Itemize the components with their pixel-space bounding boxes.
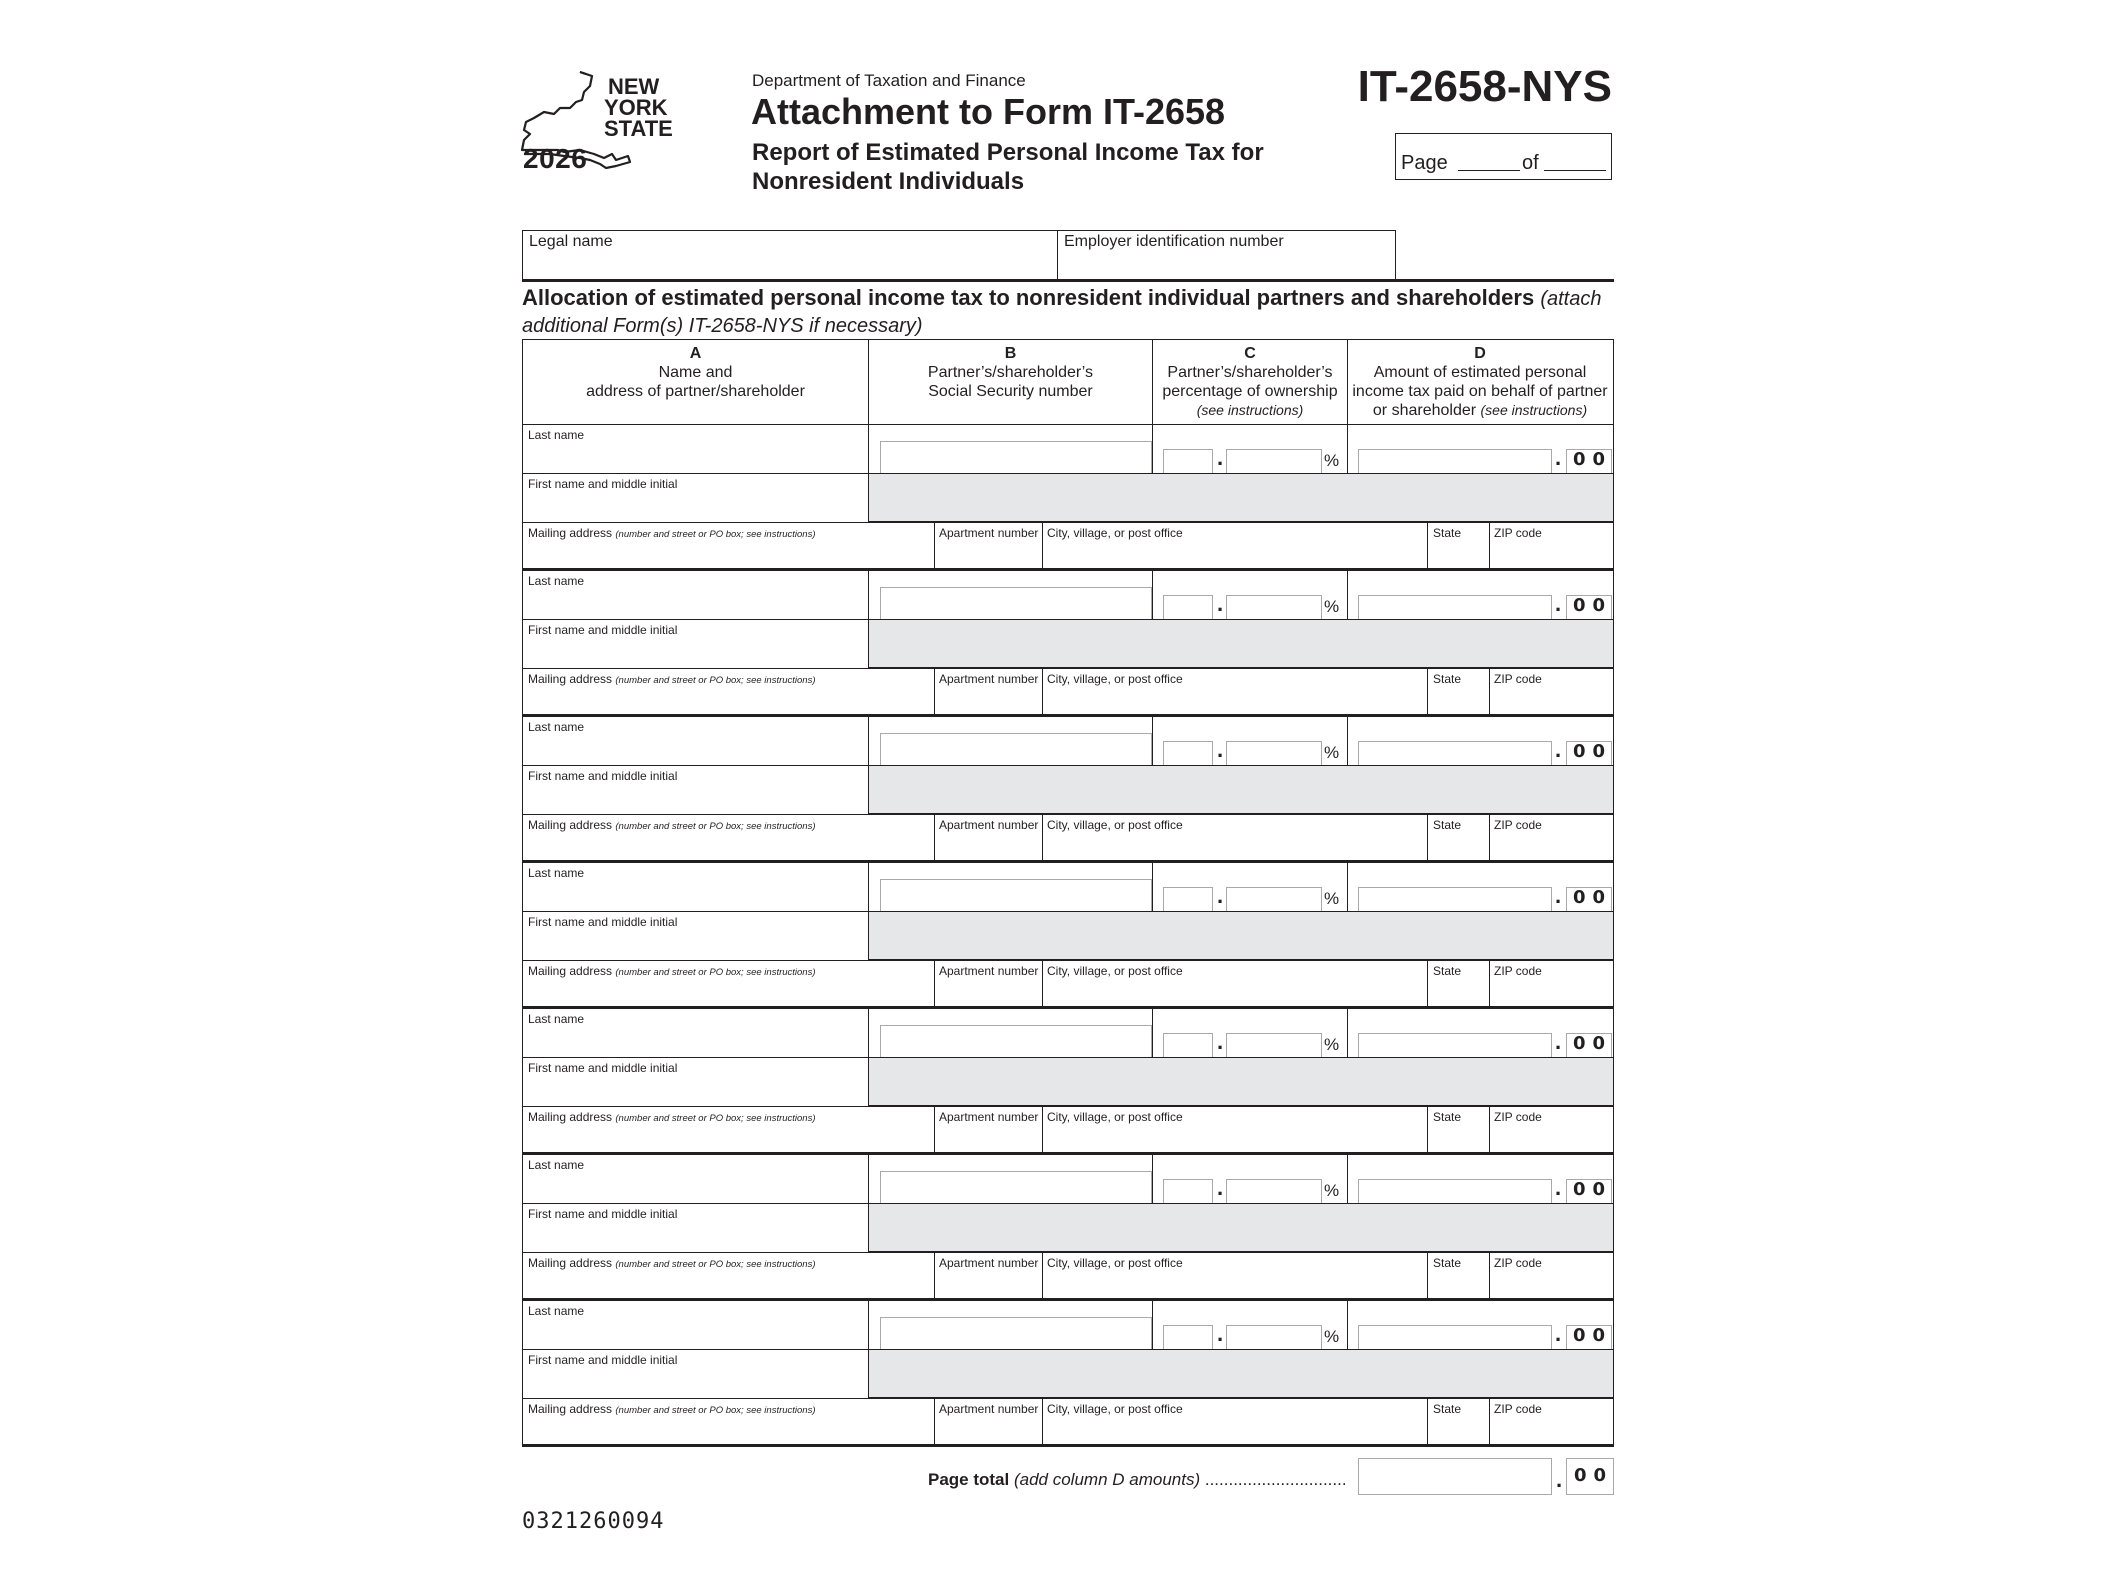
page-count-box [1395,133,1612,180]
shaded-area [868,473,1613,522]
percent-sign: % [1324,1035,1340,1054]
state-label: State [1433,672,1462,686]
mailing-address-label-text: Mailing address [528,964,613,978]
form-number: IT-2658-NYS [1357,62,1612,111]
city-label: City, village, or post office [1047,818,1183,832]
ssn-field[interactable] [880,1317,1152,1349]
col-divider [868,473,869,522]
subtitle-line-2: Nonresident Individuals [752,168,1025,195]
zip-label: ZIP code [1494,1110,1542,1124]
state-label: State [1433,1256,1462,1270]
col-divider [868,619,869,668]
percentage-decimal: . [1217,1175,1224,1200]
mailing-address-note: (number and street or PO box; see instructions) [615,1405,816,1416]
col-divider [1152,1009,1153,1057]
col-divider [868,1301,869,1349]
mailing-address-note: (number and street or PO box; see instructions) [615,967,816,978]
apartment-field[interactable] [934,522,1042,571]
percentage-fraction-field[interactable] [1226,741,1322,765]
last-name-field[interactable] [523,863,868,911]
apartment-field[interactable] [934,668,1042,717]
page-total-field[interactable] [1358,1458,1552,1495]
state-field[interactable] [1427,814,1489,863]
col-divider [868,765,869,814]
allocation-heading [522,285,1617,339]
col-divider [1347,571,1348,619]
percentage-whole-field[interactable] [1163,1033,1213,1057]
amount-cents: 00 [1573,887,1613,908]
column-b-line1: Partner’s/shareholder’s [927,364,1094,381]
column-b-line2: Social Security number [928,383,1093,400]
zip-field[interactable] [1489,814,1612,863]
last-name-label: Last name [528,1158,585,1172]
mailing-address-label-text: Mailing address [528,1256,613,1270]
percent-sign: % [1324,743,1340,762]
column-a-header [523,340,869,424]
last-name-label: Last name [528,428,585,442]
mailing-address-note: (number and street or PO box; see instructions) [615,1113,816,1124]
amount-decimal: . [1555,591,1562,616]
state-field[interactable] [1427,1252,1489,1301]
col-divider [1347,1155,1348,1203]
col-divider [1152,717,1153,765]
percentage-decimal: . [1217,737,1224,762]
mailing-address-label-text: Mailing address [528,818,613,832]
apartment-field[interactable] [934,1398,1042,1447]
percent-sign: % [1324,1327,1340,1346]
ssn-field[interactable] [880,733,1152,765]
ein-label: Employer identification number [1064,233,1284,250]
first-name-label: First name and middle initial [528,623,678,637]
ssn-field[interactable] [880,441,1152,473]
amount-cents: 00 [1573,1179,1613,1200]
col-divider [868,1203,869,1252]
col-divider [1347,1301,1348,1349]
mailing-address-field[interactable] [523,814,934,863]
partner-entry-1 [522,425,1614,571]
zip-label: ZIP code [1494,818,1542,832]
column-c-line1: Partner’s/shareholder’s [1167,364,1333,381]
zip-field[interactable] [1489,1252,1612,1301]
apartment-label: Apartment number [939,1256,1039,1270]
form-title: Attachment to Form IT-2658 [751,91,1226,132]
state-field[interactable] [1427,522,1489,571]
apartment-label: Apartment number [939,818,1039,832]
column-a-letter: A [689,345,702,362]
city-field[interactable] [1042,960,1427,1009]
svg-text:NEW: NEW [608,74,660,99]
mailing-address-field[interactable] [523,1398,934,1447]
col-divider [1152,571,1153,619]
city-label: City, village, or post office [1047,526,1183,540]
city-field[interactable] [1042,522,1427,571]
column-b-header [869,340,1153,424]
first-name-label: First name and middle initial [528,477,678,491]
column-d-header [1348,340,1612,424]
first-name-field[interactable] [523,1349,868,1398]
first-name-label: First name and middle initial [528,915,678,929]
last-name-field[interactable] [523,425,868,473]
subtitle-line-1: Report of Estimated Personal Income Tax for [752,139,1264,166]
apartment-label: Apartment number [939,1110,1039,1124]
col-divider [868,717,869,765]
partner-entry-3 [522,717,1614,863]
column-d-note: (see instructions) [1480,402,1588,418]
zip-field[interactable] [1489,668,1612,717]
state-label: State [1433,526,1462,540]
mailing-address-label-text: Mailing address [528,1402,613,1416]
apartment-label: Apartment number [939,1402,1039,1416]
mailing-address-field[interactable] [523,1252,934,1301]
allocation-heading-bold: Allocation of estimated personal income tax to nonresident individual partners and shareholders [522,285,1535,310]
city-label: City, village, or post office [1047,1110,1183,1124]
column-c-letter: C [1244,345,1256,362]
state-label: State [1433,1402,1462,1416]
apartment-field[interactable] [934,814,1042,863]
amount-field[interactable] [1358,1325,1552,1349]
col-divider [868,1057,869,1106]
amount-cents: 00 [1573,1033,1613,1054]
percentage-decimal: . [1217,1321,1224,1346]
shaded-area [868,1349,1613,1398]
col-divider [868,863,869,911]
percentage-fraction-field[interactable] [1226,887,1322,911]
amount-cents: 00 [1573,449,1613,470]
first-name-field[interactable] [523,473,868,522]
percentage-fraction-field[interactable] [1226,1325,1322,1349]
column-a-line2: address of partner/shareholder [586,383,805,400]
col-divider [1152,863,1153,911]
amount-field[interactable] [1358,1033,1552,1057]
first-name-field[interactable] [523,619,868,668]
col-divider [868,1349,869,1398]
percentage-decimal: . [1217,445,1224,470]
page-number-field[interactable] [1458,170,1520,171]
city-field[interactable] [1042,1398,1427,1447]
mailing-address-label-text: Mailing address [528,1110,613,1124]
mailing-address-field[interactable] [523,960,934,1009]
last-name-label: Last name [528,720,585,734]
ssn-field[interactable] [880,587,1152,619]
col-divider [1347,863,1348,911]
city-field[interactable] [1042,668,1427,717]
last-name-field[interactable] [523,717,868,765]
percentage-fraction-field[interactable] [1226,449,1322,473]
column-b-letter: B [1004,345,1017,362]
state-field[interactable] [1427,1106,1489,1155]
of-label: of [1522,152,1539,174]
tax-year: 2026 [523,143,588,174]
partner-entry-6 [522,1155,1614,1301]
allocation-heading-italic-1: (attach [1540,288,1602,310]
percent-sign: % [1324,451,1340,470]
zip-field[interactable] [1489,522,1612,571]
amount-cents: 00 [1573,595,1613,616]
partner-entry-7 [522,1301,1614,1447]
ein-field[interactable] [1058,231,1395,279]
column-header-row [522,339,1614,425]
percentage-decimal: . [1217,883,1224,908]
column-d-line3: or shareholder [1372,402,1477,419]
form-subtitle [752,138,1264,196]
amount-cents: 00 [1573,1325,1613,1346]
apartment-label: Apartment number [939,964,1039,978]
first-name-label: First name and middle initial [528,769,678,783]
amount-field[interactable] [1358,1179,1552,1203]
percentage-fraction-field[interactable] [1226,595,1322,619]
mailing-address-label-text: Mailing address [528,526,613,540]
amount-decimal: . [1555,883,1562,908]
amount-field[interactable] [1358,741,1552,765]
city-field[interactable] [1042,814,1427,863]
percent-sign: % [1324,597,1340,616]
percentage-decimal: . [1217,1029,1224,1054]
column-a-line1: Name and [658,364,733,381]
allocation-heading-italic-2: additional Form(s) IT-2658-NYS if necessary) [522,315,923,337]
form-barcode-number: 0321260094 [522,1509,665,1534]
mailing-address-field[interactable] [523,668,934,717]
percentage-whole-field[interactable] [1163,595,1213,619]
zip-field[interactable] [1489,960,1612,1009]
last-name-label: Last name [528,866,585,880]
first-name-field[interactable] [523,1057,868,1106]
col-divider [1347,1009,1348,1057]
last-name-label: Last name [528,574,585,588]
apartment-field[interactable] [934,960,1042,1009]
shaded-area [868,1057,1613,1106]
first-name-label: First name and middle initial [528,1207,678,1221]
zip-label: ZIP code [1494,1256,1542,1270]
zip-label: ZIP code [1494,526,1542,540]
percent-sign: % [1324,889,1340,908]
apartment-field[interactable] [934,1106,1042,1155]
percent-sign: % [1324,1181,1340,1200]
percentage-decimal: . [1217,591,1224,616]
mailing-address-note: (number and street or PO box; see instructions) [615,1259,816,1270]
mailing-address-field[interactable] [523,522,934,571]
col-divider [1347,717,1348,765]
partner-entry-2 [522,571,1614,717]
partner-entry-4 [522,863,1614,1009]
column-d-letter: D [1474,345,1486,362]
department-name: Department of Taxation and Finance [752,71,1026,90]
amount-field[interactable] [1358,449,1552,473]
zip-label: ZIP code [1494,964,1542,978]
page-total-cents: 00 [1566,1458,1614,1495]
col-divider [1152,1155,1153,1203]
city-label: City, village, or post office [1047,1402,1183,1416]
amount-decimal: . [1555,445,1562,470]
shaded-area [868,1203,1613,1252]
percentage-whole-field[interactable] [1163,449,1213,473]
zip-field[interactable] [1489,1398,1612,1447]
shaded-area [868,619,1613,668]
last-name-field[interactable] [523,1301,868,1349]
col-divider [1152,1301,1153,1349]
col-divider [868,1155,869,1203]
mailing-address-field[interactable] [523,1106,934,1155]
page-total-leader: .............................. [1204,1470,1347,1489]
mailing-address-note: (number and street or PO box; see instructions) [615,675,816,686]
column-c-line2: percentage of ownership [1162,383,1338,400]
mailing-address-label-text: Mailing address [528,672,613,686]
zip-label: ZIP code [1494,672,1542,686]
column-c-note: (see instructions) [1196,402,1304,418]
last-name-field[interactable] [523,1155,868,1203]
col-divider [868,425,869,473]
ssn-field[interactable] [880,1171,1152,1203]
amount-cents: 00 [1573,741,1613,762]
column-d-line1: Amount of estimated personal [1373,364,1587,381]
amount-field[interactable] [1358,887,1552,911]
city-label: City, village, or post office [1047,672,1183,686]
state-field[interactable] [1427,668,1489,717]
page-total-decimal: . [1556,1467,1563,1492]
column-d-line2: income tax paid on behalf of partner [1352,383,1608,400]
col-divider [1347,425,1348,473]
state-label: State [1433,964,1462,978]
amount-decimal: . [1555,1175,1562,1200]
percentage-whole-field[interactable] [1163,741,1213,765]
col-divider [868,1009,869,1057]
zip-field[interactable] [1489,1106,1612,1155]
first-name-field[interactable] [523,765,868,814]
city-field[interactable] [1042,1252,1427,1301]
shaded-area [868,911,1613,960]
amount-decimal: . [1555,737,1562,762]
ssn-field[interactable] [880,1025,1152,1057]
amount-decimal: . [1555,1321,1562,1346]
amount-decimal: . [1555,1029,1562,1054]
partner-entry-5 [522,1009,1614,1155]
identity-row [522,230,1396,280]
ssn-field[interactable] [880,879,1152,911]
shaded-area [868,765,1613,814]
page-label: Page [1401,152,1448,174]
col-divider [868,911,869,960]
percentage-whole-field[interactable] [1163,1179,1213,1203]
city-label: City, village, or post office [1047,1256,1183,1270]
apartment-label: Apartment number [939,526,1039,540]
first-name-field[interactable] [523,911,868,960]
page-total-label [928,1470,1347,1490]
city-label: City, village, or post office [1047,964,1183,978]
last-name-label: Last name [528,1304,585,1318]
state-label: State [1433,1110,1462,1124]
section-rule [522,279,1614,282]
apartment-label: Apartment number [939,672,1039,686]
zip-label: ZIP code [1494,1402,1542,1416]
mailing-address-note: (number and street or PO box; see instructions) [615,821,816,832]
state-field[interactable] [1427,1398,1489,1447]
apartment-field[interactable] [934,1252,1042,1301]
col-divider [1152,425,1153,473]
col-divider [868,571,869,619]
percentage-fraction-field[interactable] [1226,1033,1322,1057]
page-total-field[interactable] [1544,170,1606,171]
svg-text:STATE: STATE [604,116,673,141]
last-name-label: Last name [528,1012,585,1026]
legal-name-field[interactable] [523,231,1058,279]
city-field[interactable] [1042,1106,1427,1155]
first-name-label: First name and middle initial [528,1353,678,1367]
last-name-field[interactable] [523,571,868,619]
amount-field[interactable] [1358,595,1552,619]
column-c-header [1153,340,1348,424]
svg-text:YORK: YORK [604,95,668,120]
page-total-label-note: (add column D amounts) [1013,1470,1201,1489]
percentage-whole-field[interactable] [1163,1325,1213,1349]
state-label: State [1433,818,1462,832]
last-name-field[interactable] [523,1009,868,1057]
page-total-label-bold: Page total [928,1470,1010,1489]
first-name-label: First name and middle initial [528,1061,678,1075]
first-name-field[interactable] [523,1203,868,1252]
mailing-address-note: (number and street or PO box; see instructions) [615,529,816,540]
percentage-fraction-field[interactable] [1226,1179,1322,1203]
percentage-whole-field[interactable] [1163,887,1213,911]
legal-name-label: Legal name [529,233,613,250]
state-field[interactable] [1427,960,1489,1009]
